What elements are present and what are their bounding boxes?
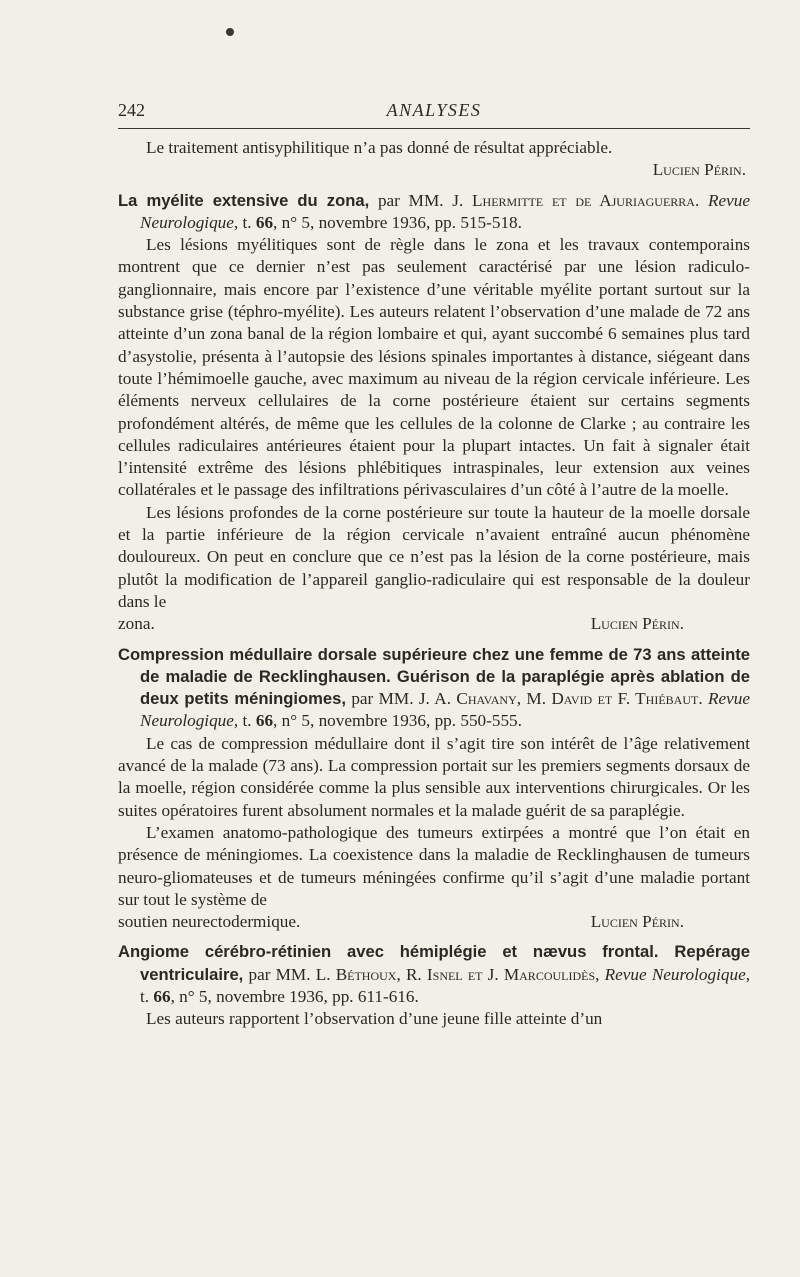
intro-text: Le traitement antisyphilitique n’a pas donné de résultat appréciable. — [146, 138, 613, 157]
page-number: 242 — [118, 100, 145, 120]
entry-last-line — [118, 613, 750, 635]
entry-angiome — [118, 941, 750, 1030]
entry-by: par MM. J. A. — [345, 689, 457, 709]
ink-dot — [226, 28, 234, 36]
entry-last-text: soutien neurectodermique. — [118, 912, 301, 932]
entry-journal: Revue Neurologique, — [140, 689, 750, 731]
entry-paragraph: Les auteurs rapportent l’observation d’une jeune fille atteinte d’un — [146, 1009, 603, 1029]
header-rule — [118, 128, 750, 129]
entry-myelite-zona — [118, 190, 750, 636]
page — [118, 94, 750, 1031]
intro-signature: Lucien Périn. — [652, 160, 746, 180]
entry-journal: Revue Neurologique, — [140, 190, 750, 232]
entry-heading — [118, 941, 750, 1008]
entry-title: Angiome cérébro-rétinien avec hémiplégie et nævus frontal. Repérage ventriculaire, — [118, 942, 750, 984]
entry-tome: t. — [238, 212, 256, 232]
entry-details: , n° 5, novembre 1936, pp. 515-518. — [273, 212, 522, 232]
entry-authors: Chavany, M. David et F. Thiébaut. — [456, 689, 703, 709]
entry-tome: t. — [238, 711, 256, 731]
entry-last-text: zona. — [118, 614, 155, 634]
entry-volume: 66 — [255, 212, 274, 232]
running-title: ANALYSES — [386, 100, 482, 120]
entry-last-line — [118, 911, 750, 933]
entry-heading — [118, 644, 750, 733]
entry-details: , n° 5, novembre 1936, pp. 611-616. — [170, 986, 419, 1006]
entry-volume: 66 — [153, 986, 171, 1006]
entry-signature: Lucien Périn. — [590, 614, 684, 634]
entry-title: La myélite extensive du zona, — [118, 190, 370, 210]
entry-by: par MM. J. — [369, 190, 473, 210]
entry-heading — [118, 190, 750, 235]
page-header — [118, 94, 750, 124]
entry-details: , n° 5, novembre 1936, pp. 550-555. — [273, 711, 522, 731]
entry-tome: t. — [140, 986, 154, 1006]
entry-paragraph: Le cas de compression médullaire dont il s’agit tire son intérêt de l’âge relativement avancé de la malade (73 ans). La compression portait sur les premiers segments dorsaux de la moelle, région considérée comme la plus sensible aux interventions chirurgicales. Or les suites opératoires furent absolument normales et la malade guérit de sa paraplégie. — [118, 733, 750, 820]
entry-paragraph: Les lésions profondes de la corne postérieure sur toute la hauteur de la moelle dorsale et la partie inférieure de la région cervicale n’avaient entraîné aucun phénomène douloureux. On peut en conclure que ce n’est pas la lésion de la corne postérieure, mais plutôt la modification de l’appareil ganglio-radiculaire qui est responsable de la douleur dans le — [118, 502, 750, 611]
entry-authors: Lhermitte et de Ajuriaguerra. — [472, 190, 700, 210]
entry-title: Compression médullaire dorsale supérieure chez une femme de 73 ans atteinte de maladie de Recklinghausen. Guérison de la paraplégie après ablation de deux petits méningiomes, — [118, 644, 750, 709]
entry-volume: 66 — [255, 711, 274, 731]
entry-by: par MM. L. — [243, 964, 336, 984]
entry-journal: Revue Neurologique, — [599, 964, 750, 984]
entry-authors: Béthoux, R. Isnel et J. Marcoulidès, — [335, 964, 600, 984]
entry-paragraph: Les lésions myélitiques sont de règle dans le zona et les travaux contemporains montrent que ce dernier n’est pas seulement caractérisé par une lésion radiculo-ganglionnaire, mais encore par l’existence d’une véritable myélite portant surtout sur la substance grise (téphro-myélite). Les auteurs relatent l’observation d’une malade de 72 ans atteinte d’un zona banal de la région lombaire et qui, ayant succombé 6 semaines plus tard d’asystolie, présenta à l’autopsie des lésions spinales importantes à distance, siégeant dans toute l’hémimoelle gauche, avec maximum au niveau de la région cervicale inférieure. Les éléments nerveux cellulaires de la corne postérieure étaient sur certains segments profondément altérés, de même que les cellules de la colonne de Clarke ; au contraire les cellules radiculaires antérieures étaient pour la plupart intactes. Un fait à signaler était l’intensité extrême des lésions phlébitiques intraspinales, leur extension aux veines collatérales et le passage des infiltrations périvasculaires d’un côté à l’autre de la moelle. — [118, 235, 750, 500]
entry-paragraph: L’examen anatomo-pathologique des tumeurs extirpées a montré que l’on était en présence de méningiomes. La coexistence dans la maladie de Recklinghausen de tumeurs neuro-gliomateuses et de tumeurs méningées confirme qu’il s’agit d’une maladie portant sur tout le système de — [118, 822, 750, 909]
entry-compression-medullaire — [118, 644, 750, 934]
entry-signature: Lucien Périn. — [590, 912, 684, 932]
